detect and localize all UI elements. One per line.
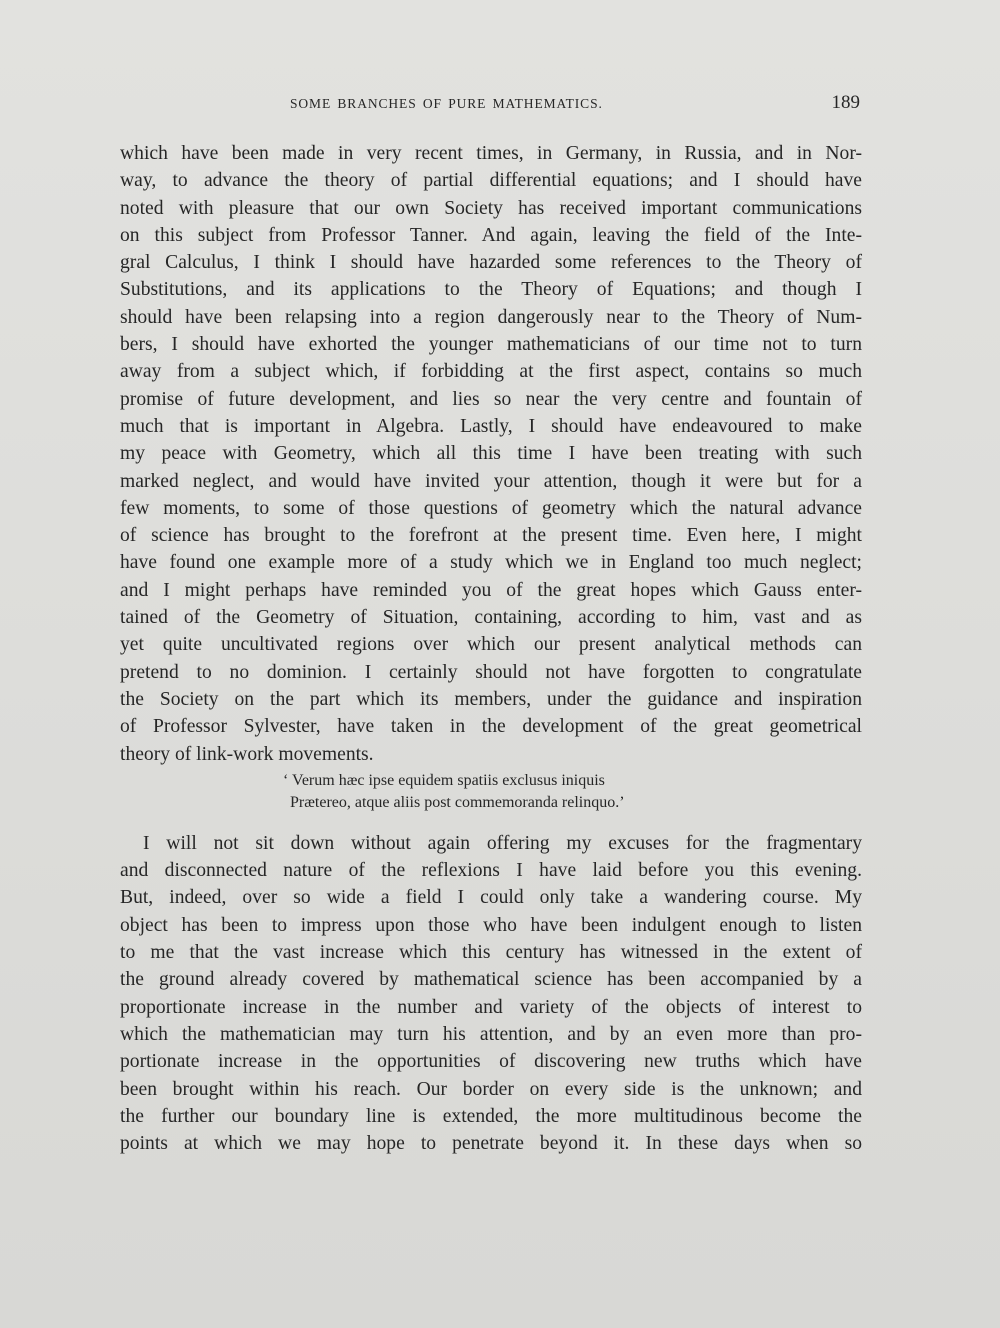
text-line: points at which we may hope to penetrate beyond it. In these days when so [120,1133,862,1155]
text-line: on this subject from Professor Tanner. And again, leaving the field of the Inte- [120,224,862,246]
text-line: and I might perhaps have reminded you of the great hopes which Gauss enter- [120,579,862,601]
text-line: my peace with Geometry, which all this time I have been treating with such [120,443,862,465]
running-head [120,92,860,116]
text-line: theory of link-work movements. [120,743,374,765]
text-line: the further our boundary line is extended, the more multitudinous become the [120,1105,862,1127]
text-line: the Society on the part which its members, under the guidance and inspiration [120,688,862,710]
text-line: been brought within his reach. Our border on every side is the unknown; and [120,1078,862,1100]
text-line: have found one example more of a study which we in England too much neglect; [120,552,862,574]
text-line: yet quite uncultivated regions over which our present analytical methods can [120,634,862,656]
text-line: I will not sit down without again offering my excuses for the fragmentary [143,832,862,854]
text-line: of Professor Sylvester, have taken in the development of the great geometrical [120,716,862,738]
body-text [120,140,862,1157]
text-line: which have been made in very recent times, in Germany, in Russia, and in Nor- [120,143,862,164]
text-line: should have been relapsing into a region dangerously near to the Theory of Num- [120,306,862,328]
paragraph-2 [120,830,862,1158]
text-line: tained of the Geometry of Situation, containing, according to him, vast and as [120,607,862,629]
text-line: to me that the vast increase which this century has witnessed in the extent of [120,942,862,964]
quote-line: ‘ Verum hæc ipse equidem spatiis exclusus iniquis [283,771,605,789]
text-line: gral Calculus, I think I should have hazarded some references to the Theory of [120,252,862,274]
text-line: and disconnected nature of the reflexions I have laid before you this evening. [120,860,862,882]
text-line: of science has brought to the forefront at the present time. Even here, I might [120,525,862,547]
text-line: But, indeed, over so wide a field I could only take a wandering course. My [120,887,862,909]
quote-line: Prætereo, atque aliis post commemoranda relinquo.’ [290,793,625,811]
paragraph-1 [120,140,862,768]
paragraph-spacer [120,818,862,830]
text-line: away from a subject which, if forbidding at the first aspect, contains so much [120,361,862,383]
text-line: the ground already covered by mathematical science has been accompanied by a [120,969,862,991]
text-line: object has been to impress upon those who have been indulgent enough to listen [120,914,862,936]
text-line: promise of future development, and lies so near the very centre and fountain of [120,388,862,410]
text-line: proportionate increase in the number and variety of the objects of interest to [120,996,862,1018]
text-line: Substitutions, and its applications to the Theory of Equations; and though I [120,279,862,301]
text-line: bers, I should have exhorted the younger mathematicians of our time not to turn [120,334,862,356]
text-line: noted with pleasure that our own Society has received important communications [120,197,862,219]
text-line: much that is important in Algebra. Lastly, I should have endeavoured to make [120,415,862,437]
text-line: which the mathematician may turn his attention, and by an even more than pro- [120,1023,862,1045]
running-title: SOME BRANCHES OF PURE MATHEMATICS. [290,96,603,111]
text-line: portionate increase in the opportunities of discovering new truths which have [120,1051,862,1073]
page-number: 189 [831,92,860,113]
text-line: pretend to no dominion. I certainly should not have forgotten to congratulate [120,661,862,683]
text-line: marked neglect, and would have invited your attention, though it were but for a [120,470,862,492]
text-line: few moments, to some of those questions of geometry which the natural advance [120,497,862,519]
latin-quotation [120,770,862,814]
text-line: way, to advance the theory of partial differential equations; and I should have [120,170,862,192]
